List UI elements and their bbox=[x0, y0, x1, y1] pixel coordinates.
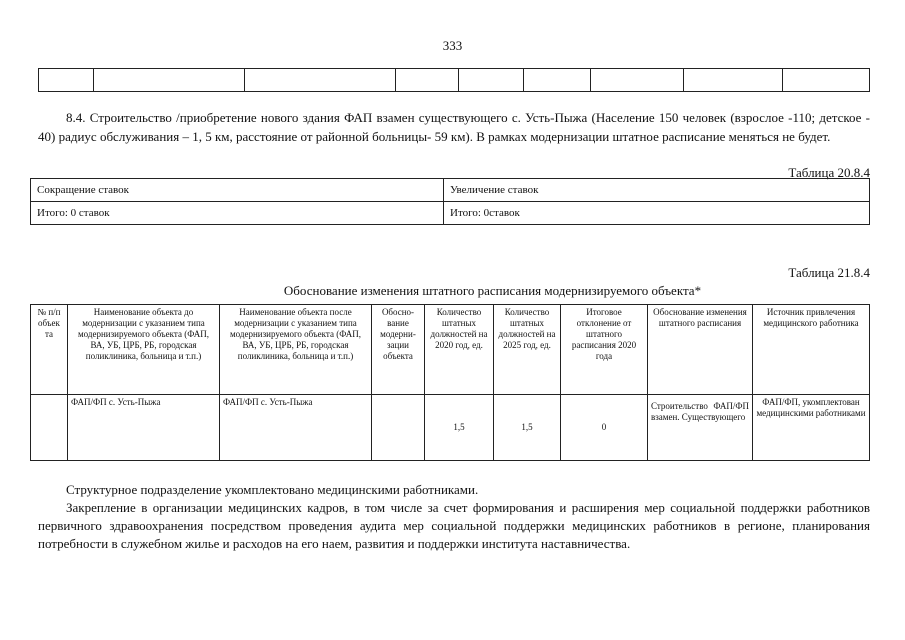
table-cell bbox=[524, 69, 591, 92]
column-header: Количество штатных должностей на 2025 год, ед. bbox=[494, 305, 561, 395]
table-row bbox=[31, 395, 870, 461]
header-increase: Увеличение ставок bbox=[444, 179, 870, 202]
continuation-table-row bbox=[38, 68, 870, 92]
cell-justification bbox=[372, 395, 425, 461]
page-number: 333 bbox=[442, 38, 463, 53]
column-header: Обосно- вание модерни- зации объекта bbox=[372, 305, 425, 395]
total-increase: Итого: 0ставок bbox=[444, 202, 870, 225]
table-21-caption: Таблица 21.8.4 bbox=[788, 265, 870, 280]
column-header: Итоговое отклонение от штатного расписания 2020 года bbox=[561, 305, 648, 395]
table-cell bbox=[591, 69, 684, 92]
table-cell bbox=[459, 69, 524, 92]
table-cell bbox=[39, 69, 94, 92]
table-21-title: Обоснование изменения штатного расписания модернизируемого объекта* bbox=[283, 283, 702, 298]
cell-num bbox=[31, 395, 68, 461]
paragraph-staffed: Структурное подразделение укомплектовано медицинскими работниками. bbox=[66, 482, 479, 497]
table-20-staff-changes bbox=[30, 178, 870, 225]
cell-count-2025: 1,5 bbox=[494, 395, 561, 461]
total-reduction: Итого: 0 ставок bbox=[31, 202, 444, 225]
column-header: Источник привлечения медицинского работника bbox=[753, 305, 870, 395]
table-cell bbox=[245, 69, 396, 92]
table-21-justification bbox=[30, 304, 870, 461]
cell-deviation: 0 bbox=[561, 395, 648, 461]
header-reduction: Сокращение ставок bbox=[31, 179, 444, 202]
table-20-caption: Таблица 20.8.4 bbox=[788, 165, 870, 180]
cell-source: ФАП/ФП, укомплектован медицинскими работниками bbox=[753, 395, 870, 461]
column-header: Наименование объекта до модернизации с указанием типа модернизируемого объекта (ФАП, ВА, УБ, ЦРБ, РБ, городская поликлиника, больница и т.п.) bbox=[68, 305, 220, 395]
table-cell bbox=[783, 69, 870, 92]
cell-before: ФАП/ФП с. Усть-Пыжа bbox=[68, 395, 220, 461]
table-cell bbox=[396, 69, 459, 92]
cell-reason: Строительство ФАП/ФП взамен. Существующего bbox=[648, 395, 753, 461]
table-cell bbox=[94, 69, 245, 92]
column-header: Обоснование изменения штатного расписания bbox=[648, 305, 753, 395]
cell-after: ФАП/ФП с. Усть-Пыжа bbox=[220, 395, 372, 461]
cell-count-2020: 1,5 bbox=[425, 395, 494, 461]
paragraph-retention: Закрепление в организации медицинских кадров, в том числе за счет формирования и расширения мер социальной поддержки работников первичного здравоохранения посредством проведения аудита мер социальной поддержки медицинских работников в регионе, планирования потребности в служебном жилье и расходов на его наем, развития и поддержки института наставничества. bbox=[38, 500, 870, 551]
column-header: № п/п объек та bbox=[31, 305, 68, 395]
column-header: Количество штатных должностей на 2020 год, ед. bbox=[425, 305, 494, 395]
paragraph-8-4: 8.4. Строительство /приобретение нового здания ФАП взамен существующего с. Усть-Пыжа (Население 150 человек (взрослое -110; детское - 40) радиус обслуживания – 1, 5 км, расстояние от районной больницы- 59 км). В рамках модернизации штатное расписание меняться не будет. bbox=[38, 110, 870, 144]
column-header: Наименование объекта после модернизации с указанием типа модернизируемого объекта (ФАП, ВА, УБ, ЦРБ, РБ, городская поликлиника, больница и т.п.) bbox=[220, 305, 372, 395]
table-cell bbox=[684, 69, 783, 92]
